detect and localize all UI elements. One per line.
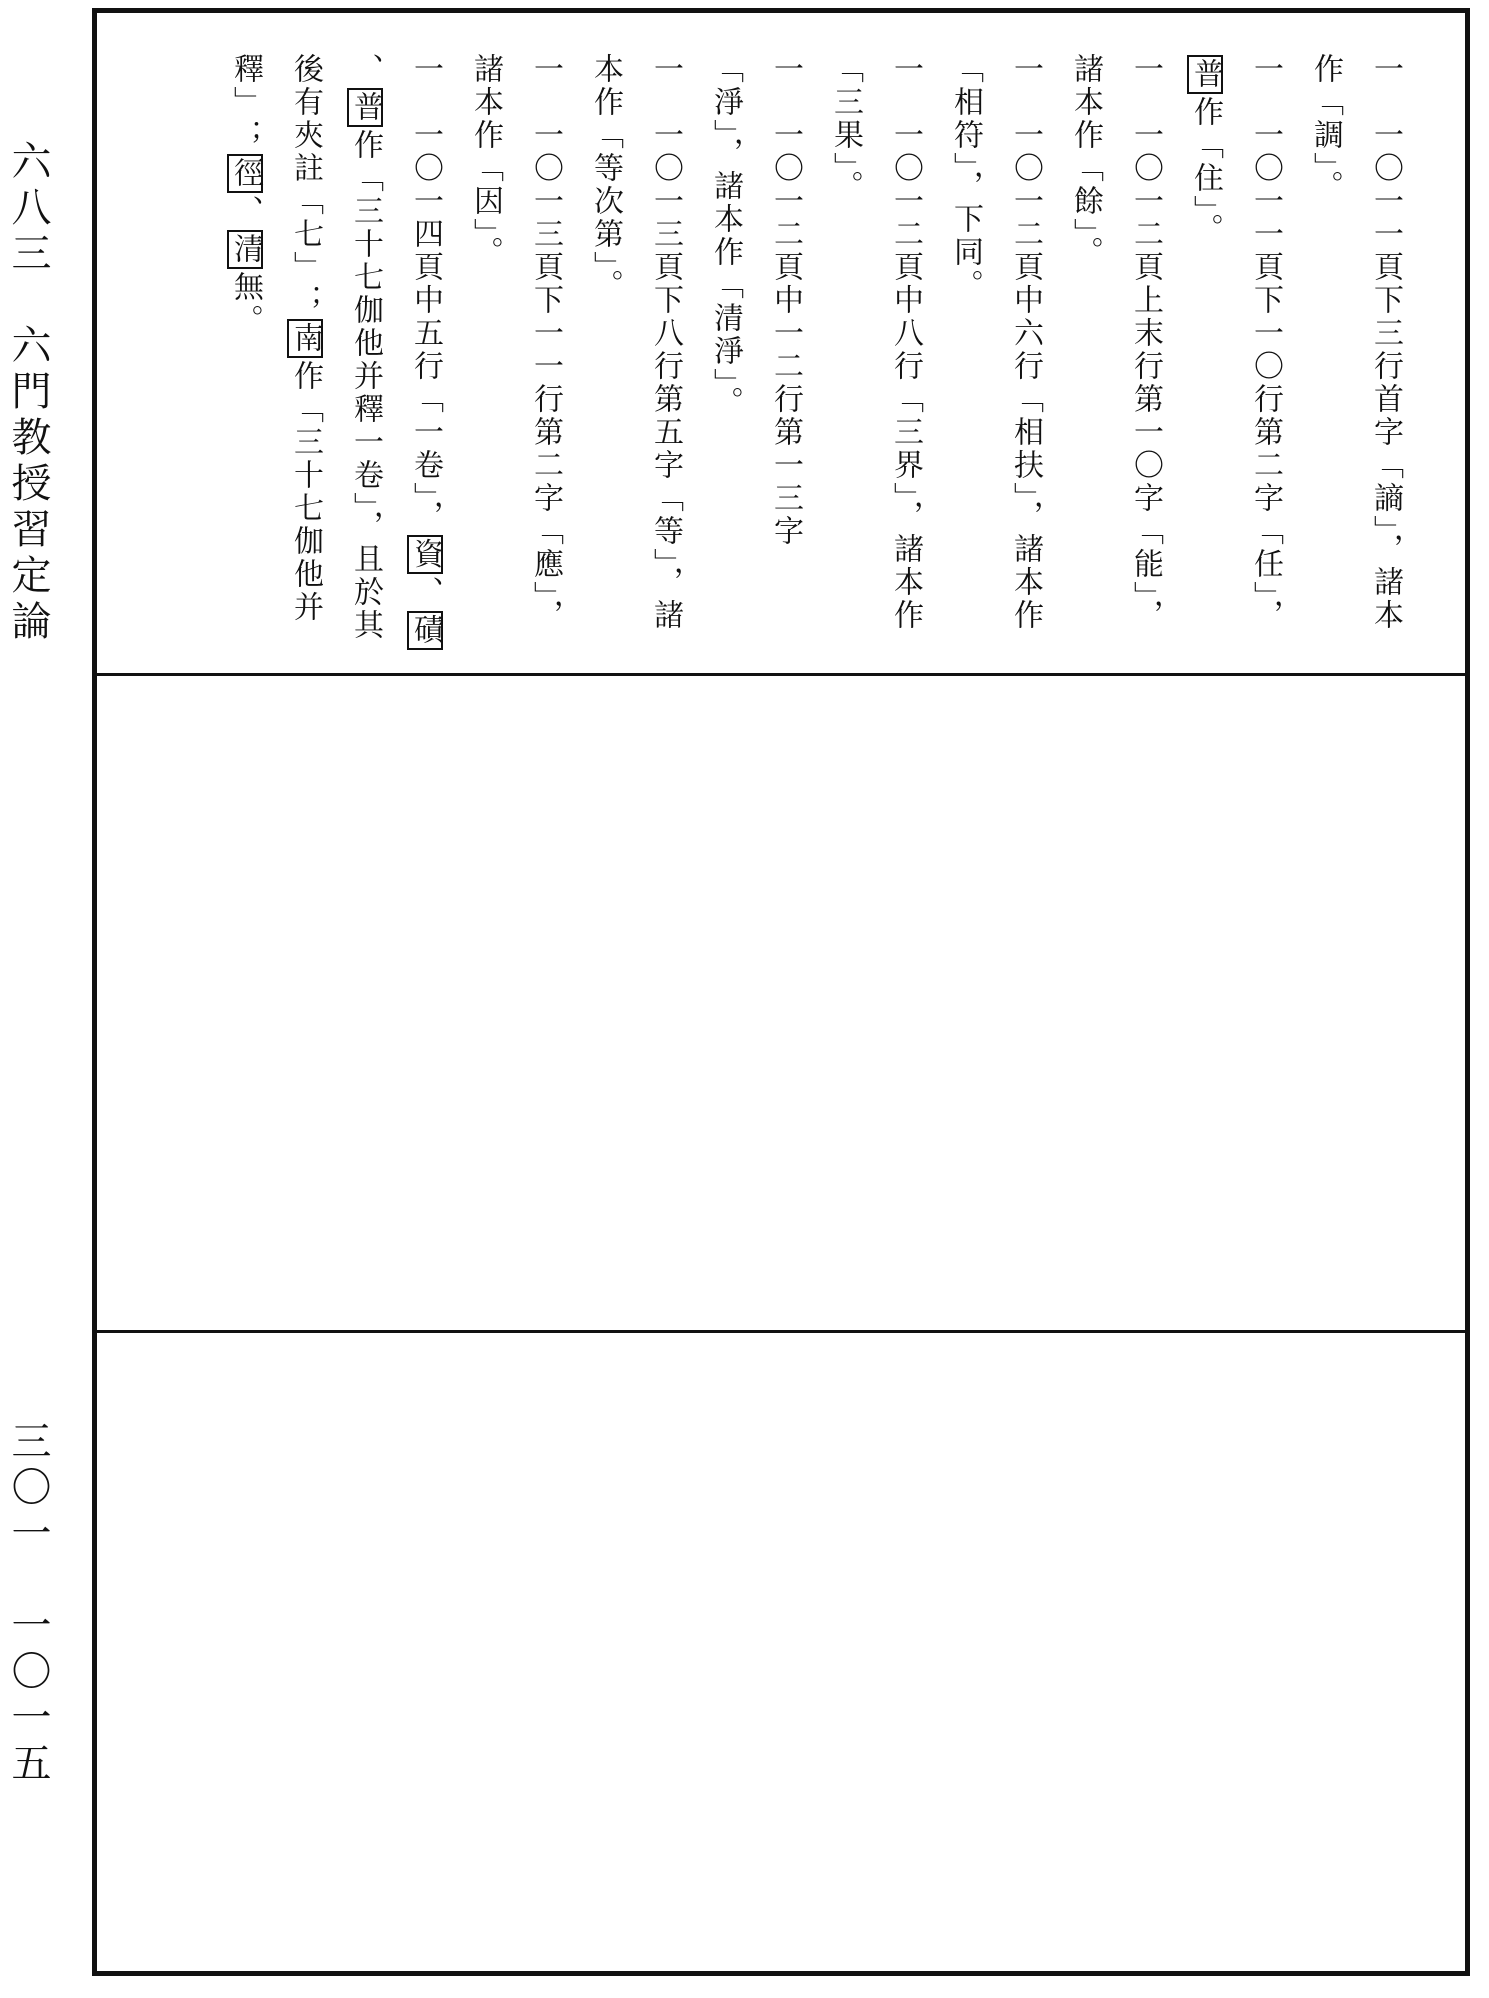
edition-mark-pu: 普 xyxy=(347,88,383,127)
note-2-text-b: 作「住」。 xyxy=(1188,96,1223,246)
edition-mark-pu: 普 xyxy=(1187,55,1223,94)
note-8: 一 一〇一三頁下一一行第二字「應」，諸本作「因」。 xyxy=(468,53,563,632)
note-9-text-c: 作「三十七伽他并釋」； xyxy=(228,53,323,624)
divider-lower xyxy=(97,1330,1465,1333)
side-title: 六八三 六門教授習定論 xyxy=(5,140,51,646)
edition-mark-zi: 資 xyxy=(407,535,443,574)
page-frame xyxy=(92,8,1470,1976)
note-2-text-a: 一 一〇一一頁下一〇行第二字「任」， xyxy=(1248,53,1283,632)
note-6: 一 一〇一二頁中一二行第一三字「淨」，諸本作「清淨」。 xyxy=(708,53,803,548)
note-4: 一 一〇一二頁中六行「相扶」，諸本作「相符」，下同。 xyxy=(948,53,1043,632)
collation-notes xyxy=(215,53,1415,653)
note-9-text-d: 無。 xyxy=(228,271,263,337)
note-1: 一 一〇一一頁下三行首字「謪」，諸本作「調」。 xyxy=(1308,53,1403,632)
note-2 xyxy=(1175,53,1295,653)
edition-mark-nan: 南 xyxy=(287,319,323,358)
note-9-text-a: 一 一〇一四頁中五行「一卷」， xyxy=(408,53,443,533)
note-7: 一 一〇一三頁下八行第五字「等」，諸本作「等次第」。 xyxy=(588,53,683,632)
edition-mark-qi: 磧 xyxy=(407,611,443,650)
edition-mark-qing: 清 xyxy=(227,230,263,269)
note-9 xyxy=(215,53,455,653)
note-9-sep-3: 、 xyxy=(228,195,263,228)
note-5: 一 一〇一二頁中八行「三界」，諸本作「三果」。 xyxy=(828,53,923,632)
note-9-text-b: 作「三十七伽他并釋一卷」，且於其後有夾註「七」； xyxy=(288,53,383,642)
collation-notes-panel xyxy=(97,13,1465,673)
edition-mark-jing: 徑 xyxy=(227,154,263,193)
side-page-number: 三〇一 一〇一五 xyxy=(5,1420,51,1788)
note-9-sep-2: 、 xyxy=(348,53,383,86)
note-3: 一 一〇一二頁上末行第一〇字「能」，諸本作「餘」。 xyxy=(1068,53,1163,632)
note-9-sep-1: 、 xyxy=(408,576,443,609)
divider-upper xyxy=(97,673,1465,676)
